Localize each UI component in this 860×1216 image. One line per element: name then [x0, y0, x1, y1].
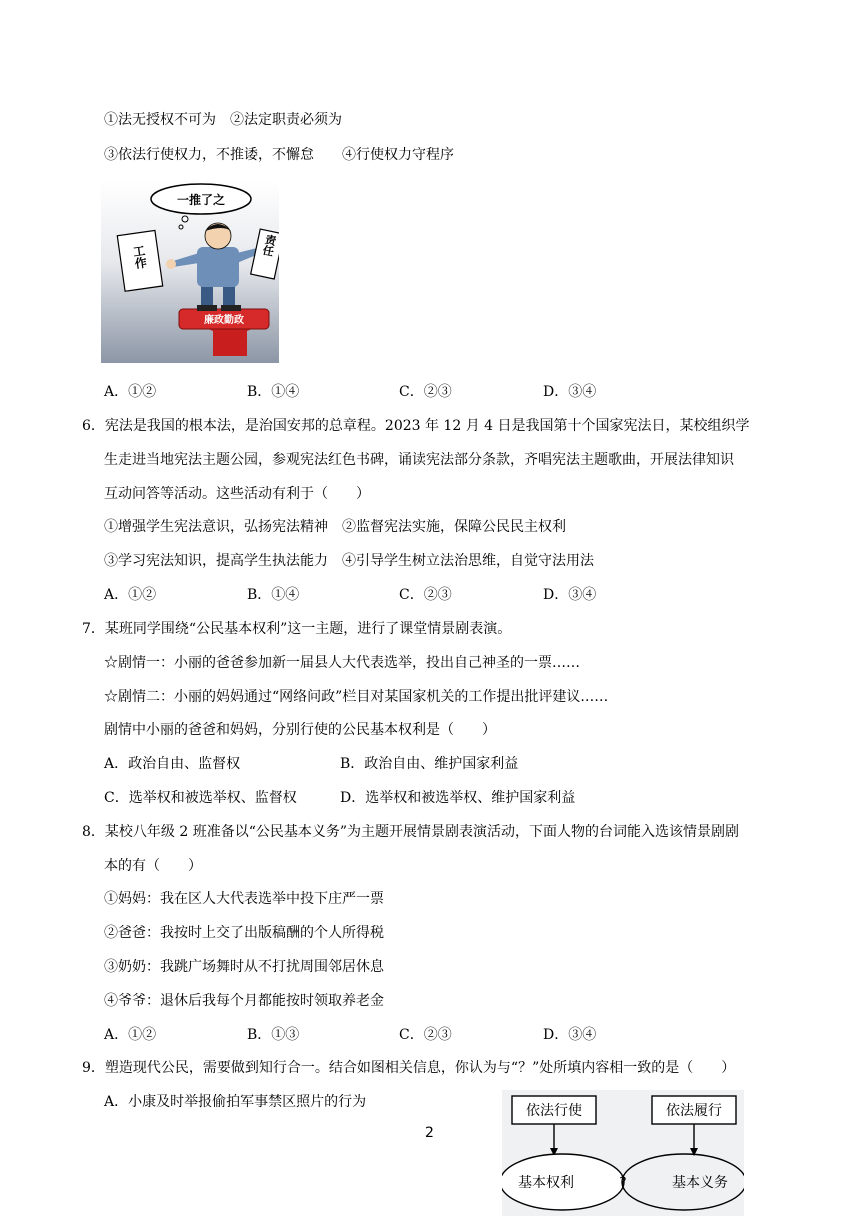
page-number: 2 — [425, 1125, 434, 1141]
q8-option-d: D．③④ — [543, 1027, 597, 1043]
q8-statement-3: ③奶奶：我跳广场舞时从不打扰周围邻居休息 — [104, 959, 384, 975]
q5-option-d: D．③④ — [543, 384, 597, 400]
q6-option-a: A．①② — [104, 587, 157, 603]
q5-statement-row-1: ①法无授权不可为 ②法定职责必须为 — [104, 112, 342, 128]
q6-statement-row-2: ③学习宪法知识，提高学生执法能力 ④引导学生树立法治思维，自觉守法用法 — [104, 553, 594, 569]
q6-option-d: D．③④ — [543, 587, 597, 603]
q7-question: 剧情中小丽的爸爸和妈妈，分别行使的公民基本权利是（ ） — [104, 722, 496, 738]
q7-scene-2: ☆剧情二：小丽的妈妈通过“网络问政”栏目对某国家机关的工作提出批评建议…… — [104, 689, 609, 705]
cartoon-right-paper-label: 责任 — [260, 233, 278, 258]
q8-option-a: A．①② — [104, 1027, 157, 1043]
q9-venn-diagram — [502, 1090, 744, 1216]
q9-option-a: A．小康及时举报偷拍军事禁区照片的行为 — [104, 1094, 367, 1110]
diagram-box-exercise: 依法行使 — [526, 1103, 582, 1119]
q5-option-a: A．①② — [104, 384, 157, 400]
q7-stem-line-1: 7．某班同学围绕“公民基本权利”这一主题，进行了课堂情景剧表演。 — [82, 621, 512, 637]
q6-option-c: C．②③ — [399, 587, 452, 603]
q8-statement-1: ①妈妈：我在区人大代表选举中投下庄严一票 — [104, 891, 384, 907]
q8-option-c: C．②③ — [399, 1027, 452, 1043]
q5-cartoon-image — [101, 181, 279, 363]
diagram-circle-rights: 基本权利 — [518, 1175, 574, 1191]
q7-option-a: A．政治自由、监督权 — [104, 756, 241, 772]
q6-statement-row-1: ①增强学生宪法意识，弘扬宪法精神 ②监督宪法实施，保障公民民主权利 — [104, 519, 566, 535]
q7-option-b: B．政治自由、维护国家利益 — [340, 756, 519, 772]
cartoon-caption: 一推了之 — [176, 193, 226, 207]
q7-option-d: D．选举权和被选举权、维护国家利益 — [340, 790, 576, 806]
q8-statement-4: ④爷爷：退休后我每个月都能按时领取养老金 — [104, 993, 384, 1009]
q8-stem-line-1: 8．某校八年级 2 班准备以“公民基本义务”为主题开展情景剧表演活动，下面人物的台词能入选该情景剧剧 — [82, 824, 740, 840]
q5-statement-row-2: ③依法行使权力，不推诿，不懈怠 ④行使权力守程序 — [104, 147, 454, 163]
diagram-intersection-mark: ? — [619, 1175, 627, 1191]
q6-option-b: B．①④ — [247, 587, 300, 603]
cartoon-podium-label: 廉政勤政 — [204, 315, 244, 326]
q6-stem-line-2: 生走进当地宪法主题公园，参观宪法红色书碑，诵读宪法部分条款，齐唱宪法主题歌曲，开展法律知识 — [104, 452, 734, 468]
q5-option-c: C．②③ — [399, 384, 452, 400]
cartoon-left-paper-label: 工作 — [130, 244, 149, 270]
q7-option-c: C．选举权和被选举权、监督权 — [104, 790, 297, 806]
q9-stem-line-1: 9．塑造现代公民，需要做到知行合一。结合如图相关信息，你认为与“？”处所填内容相一致的是（ ） — [82, 1060, 736, 1076]
q8-option-b: B．①③ — [247, 1027, 300, 1043]
q5-option-b: B．①④ — [247, 384, 300, 400]
q7-scene-1: ☆剧情一：小丽的爸爸参加新一届县人大代表选举，投出自己神圣的一票…… — [104, 655, 580, 671]
q8-stem-line-2: 本的有（ ） — [104, 858, 202, 874]
diagram-circle-duties: 基本义务 — [672, 1175, 728, 1191]
diagram-box-fulfill: 依法履行 — [666, 1103, 722, 1119]
q8-statement-2: ②爸爸：我按时上交了出版稿酬的个人所得税 — [104, 925, 384, 941]
q6-stem-line-3: 互动问答等活动。这些活动有利于（ ） — [104, 486, 370, 502]
q6-stem-line-1: 6．宪法是我国的根本法，是治国安邦的总章程。2023 年 12 月 4 日是我国第十个国家宪法日，某校组织学 — [82, 418, 750, 434]
